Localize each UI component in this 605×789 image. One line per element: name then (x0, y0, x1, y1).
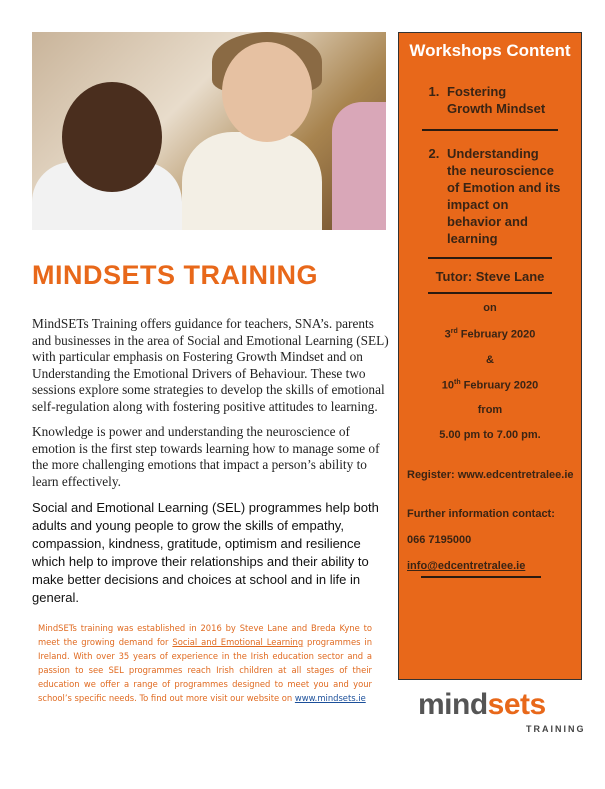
register-info: Register: www.edcentretralee.ie (407, 469, 574, 482)
time-range: 5.00 pm to 7.00 pm. (439, 429, 541, 442)
website-link[interactable]: www.mindsets.ie (294, 693, 366, 703)
workshop-item: 2. Understanding the neuroscience of Emotion and its impact on behavior and learning (443, 145, 561, 247)
knowledge-paragraph: Knowledge is power and understanding the neuroscience of emotion is the first step towards learning how to manage some of the more challenging emotions that impact a person’s ability to learn effectively. (32, 424, 380, 489)
divider (428, 292, 552, 294)
phone-number: 066 7195000 (407, 534, 472, 547)
sel-link[interactable]: Social and Emotional Learning (172, 637, 304, 647)
teacher-students-photo (32, 32, 386, 230)
footer-text: programmes in Ireland. With over 35 years of experience in the Irish education sector and a passion to see SEL programmes reach Irish children at all stages of their education we offer a range of programmes designed to meet you and your school’s specific needs. To find out more visit our website on (38, 637, 373, 703)
mindsets-logo: mindsets (418, 688, 546, 721)
further-info-label: Further information contact: (407, 508, 555, 521)
date-2: 10th February 2020 (441, 378, 539, 392)
from-label: from (477, 404, 503, 417)
divider (421, 576, 541, 578)
footer-text: MindSETs training was established in 2016 by Steve Lane and Breda Kyne to meet the growing demand for (38, 623, 372, 647)
divider (428, 257, 552, 259)
email-link[interactable]: info@edcentretralee.ie (407, 560, 526, 573)
on-label: on (483, 302, 497, 314)
intro-paragraph: MindSETs Training offers guidance for teachers, SNA’s. parents and businesses in the area of Social and Emotional Learning (SEL) with particular emphasis on Fostering Growth Mindset and on Understanding the Emotional Drivers of Behaviour. These two sessions explore some strategies to develop the skills of emotional self-regulation along with fostering positive attitudes to learning. (32, 316, 389, 414)
date-1: 3rd February 2020 (444, 328, 536, 341)
logo-subtitle: TRAINING (526, 724, 586, 734)
tutor: Tutor: Steve Lane (435, 269, 545, 284)
page-title: MINDSETS TRAINING (32, 260, 319, 290)
workshop-sidebar (398, 32, 582, 680)
divider (422, 129, 558, 131)
sel-paragraph: Social and Emotional Learning (SEL) programmes help both adults and young people to grow the skills of empathy, compassion, kindness, gratitude, optimism and resilience which help to improve their relationships and their ability to make better decisions and choices at school and in life in general. (32, 500, 379, 605)
sidebar-heading: Workshops Content (409, 41, 571, 60)
ampersand: & (486, 353, 494, 366)
workshop-item: 1. Fostering Growth Mindset (443, 83, 553, 117)
about-footer (38, 621, 372, 705)
main-column (32, 316, 394, 705)
